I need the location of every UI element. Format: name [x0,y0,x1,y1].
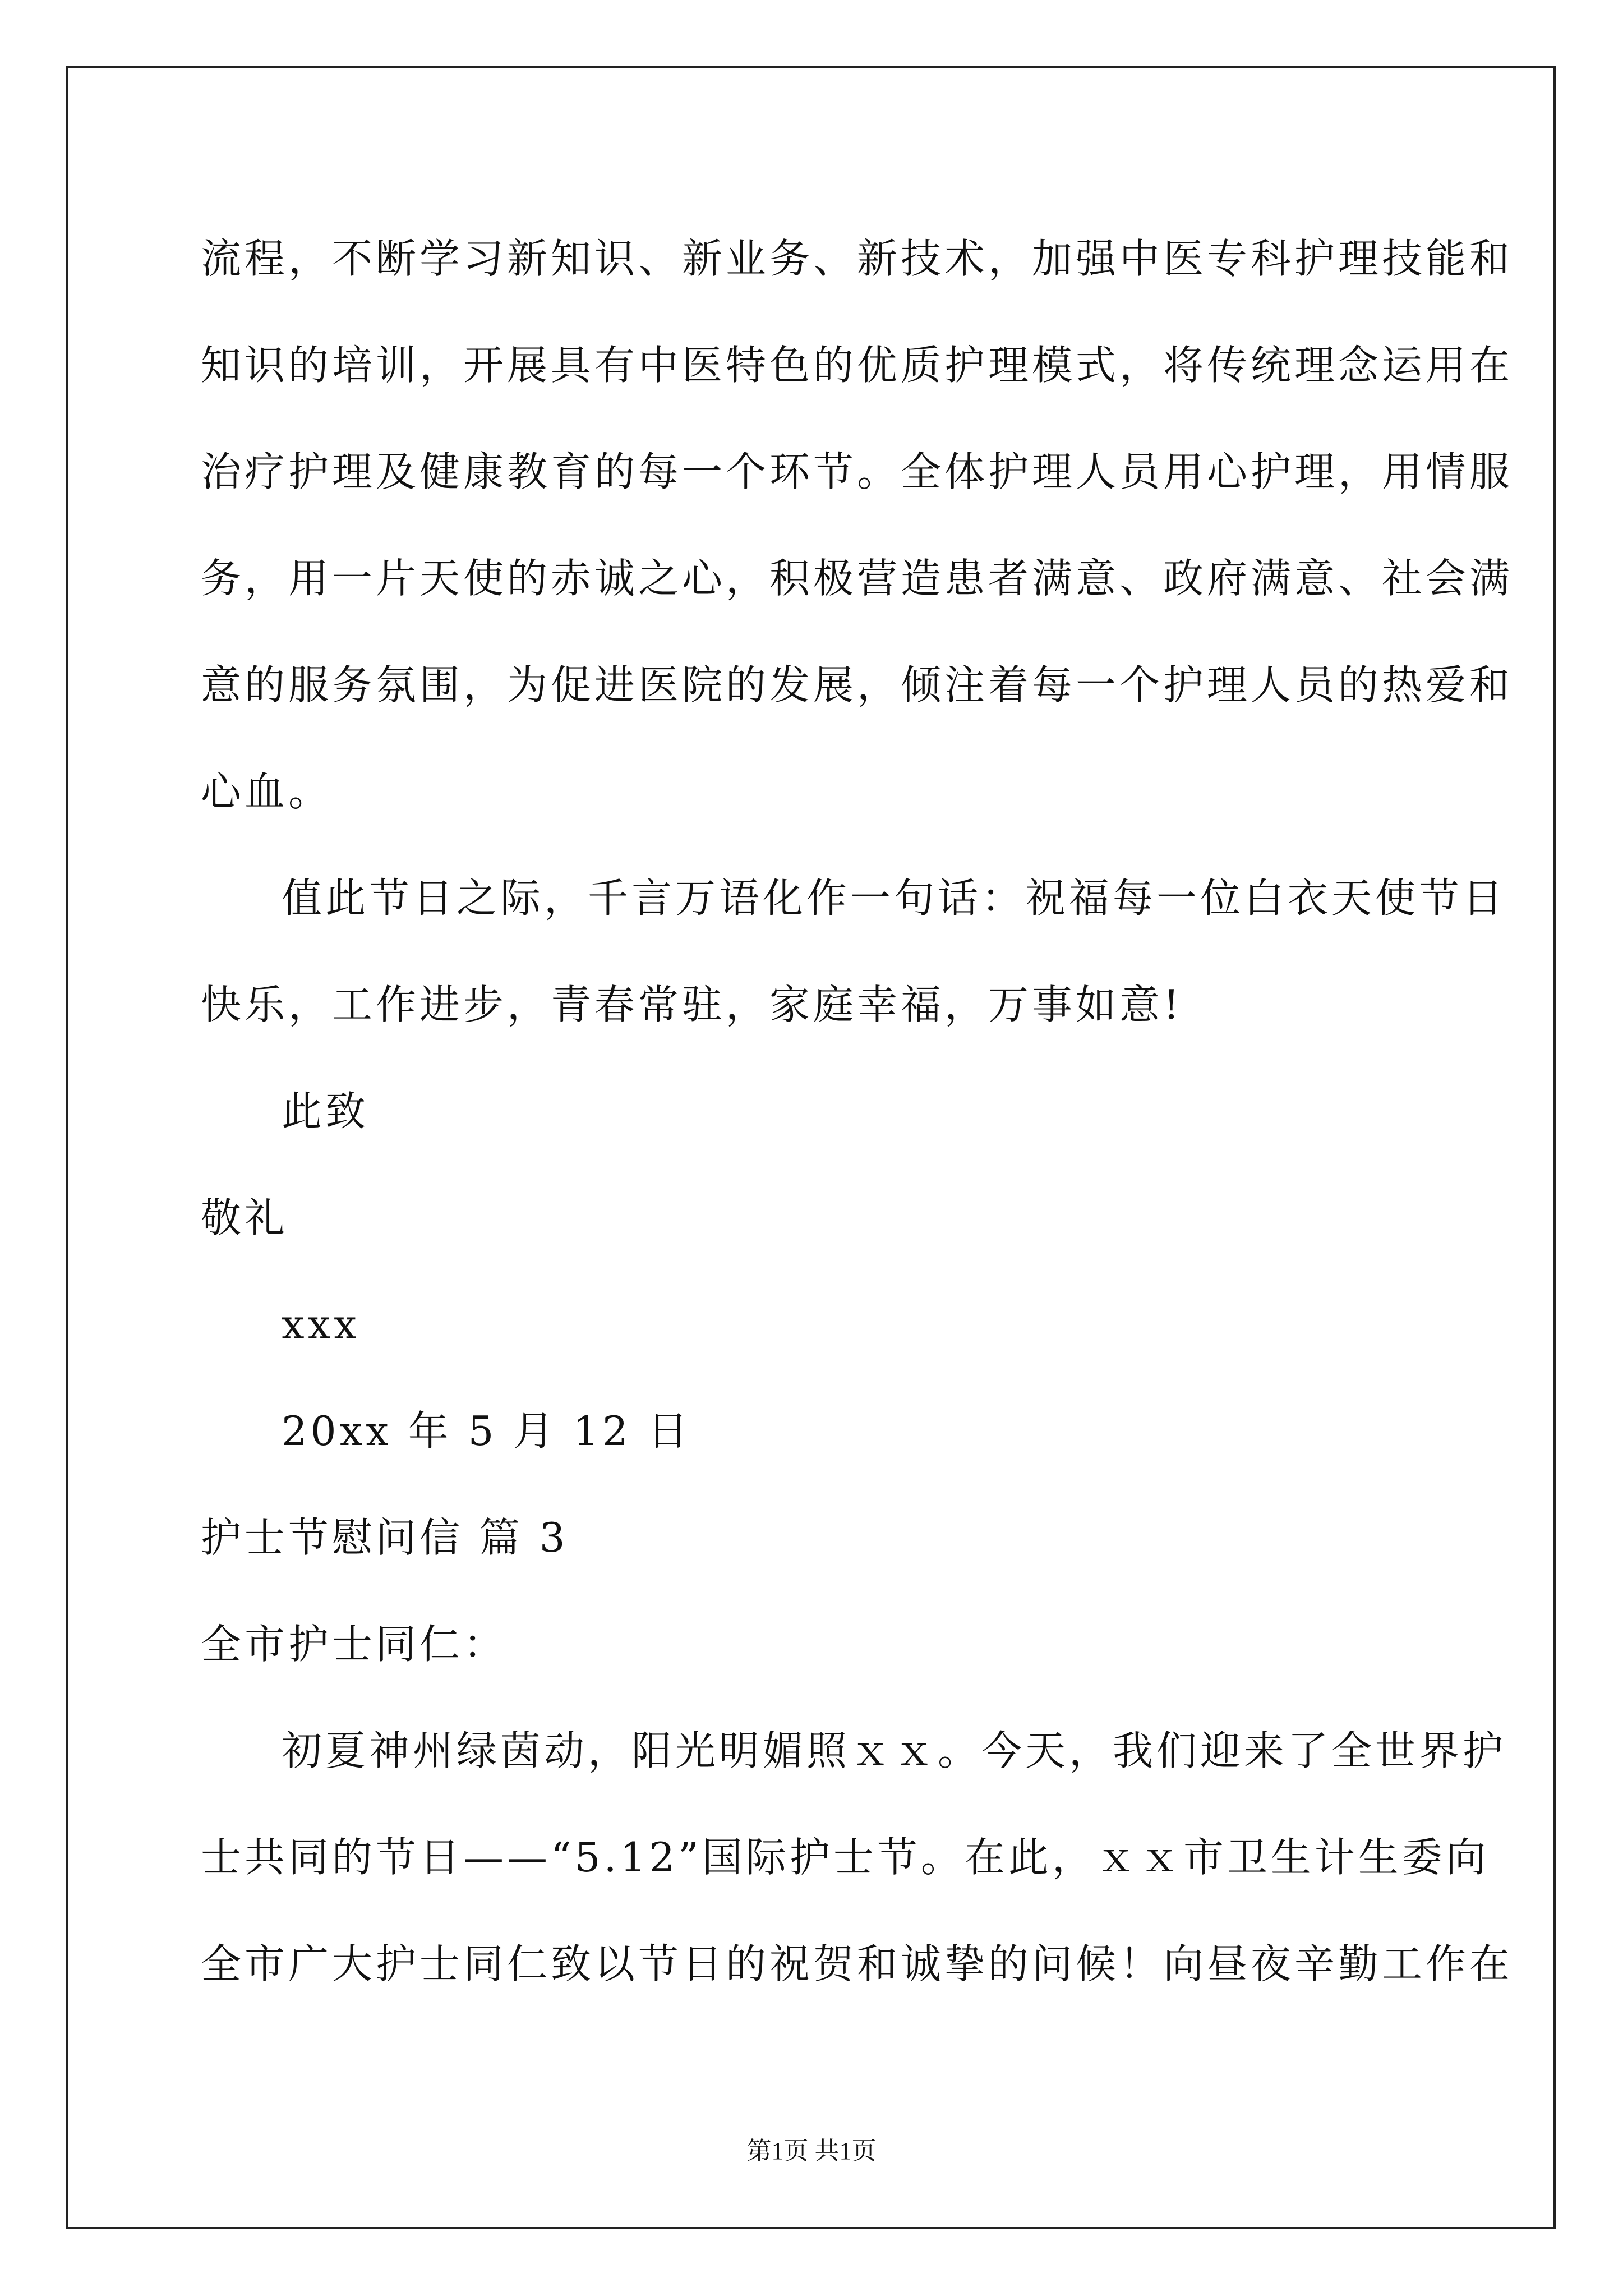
paragraph-line: 全市广大护士同仁致以节日的祝贺和诚挚的问候！向昼夜辛勤工作在 [201,1940,1514,1987]
paragraph-line: 知识的培训，开展具有中医特色的优质护理模式，将传统理念运用在 [201,342,1514,389]
closing-salutation: 此致 [282,1088,370,1135]
paragraph-line: 流程，不断学习新知识、新业务、新技术，加强中医专科护理技能和 [201,235,1514,282]
section-heading: 护士节慰问信 篇 3 [201,1514,569,1561]
closing-regards: 敬礼 [201,1194,289,1241]
signature: xxx [282,1301,360,1348]
paragraph-line: 快乐，工作进步，青春常驻，家庭幸福，万事如意! [201,981,1183,1028]
paragraph-line: 治疗护理及健康教育的每一个环节。全体护理人员用心护理，用情服 [201,448,1514,495]
paragraph-line: 意的服务氛围，为促进医院的发展，倾注着每一个护理人员的热爱和 [201,661,1514,708]
letter-date: 20xx 年 5 月 12 日 [282,1407,691,1455]
paragraph-line: 务，用一片天使的赤诚之心，积极营造患者满意、政府满意、社会满 [201,555,1514,602]
letter-greeting: 全市护士同仁： [201,1621,508,1668]
paragraph-line: 值此节日之际，千言万语化作一句话：祝福每一位白衣天使节日 [282,875,1507,922]
paragraph-line: 心血。 [201,768,333,815]
paragraph-line: 初夏神州绿茵动，阳光明媚照ｘｘ。今天，我们迎来了全世界护 [282,1727,1507,1774]
document-body [201,205,1514,2017]
page-number: 第1页 共1页 [746,2137,877,2165]
paragraph-line: 士共同的节日——“5.12”国际护士节。在此，ｘｘ市卫生计生委向 [201,1834,1490,1881]
